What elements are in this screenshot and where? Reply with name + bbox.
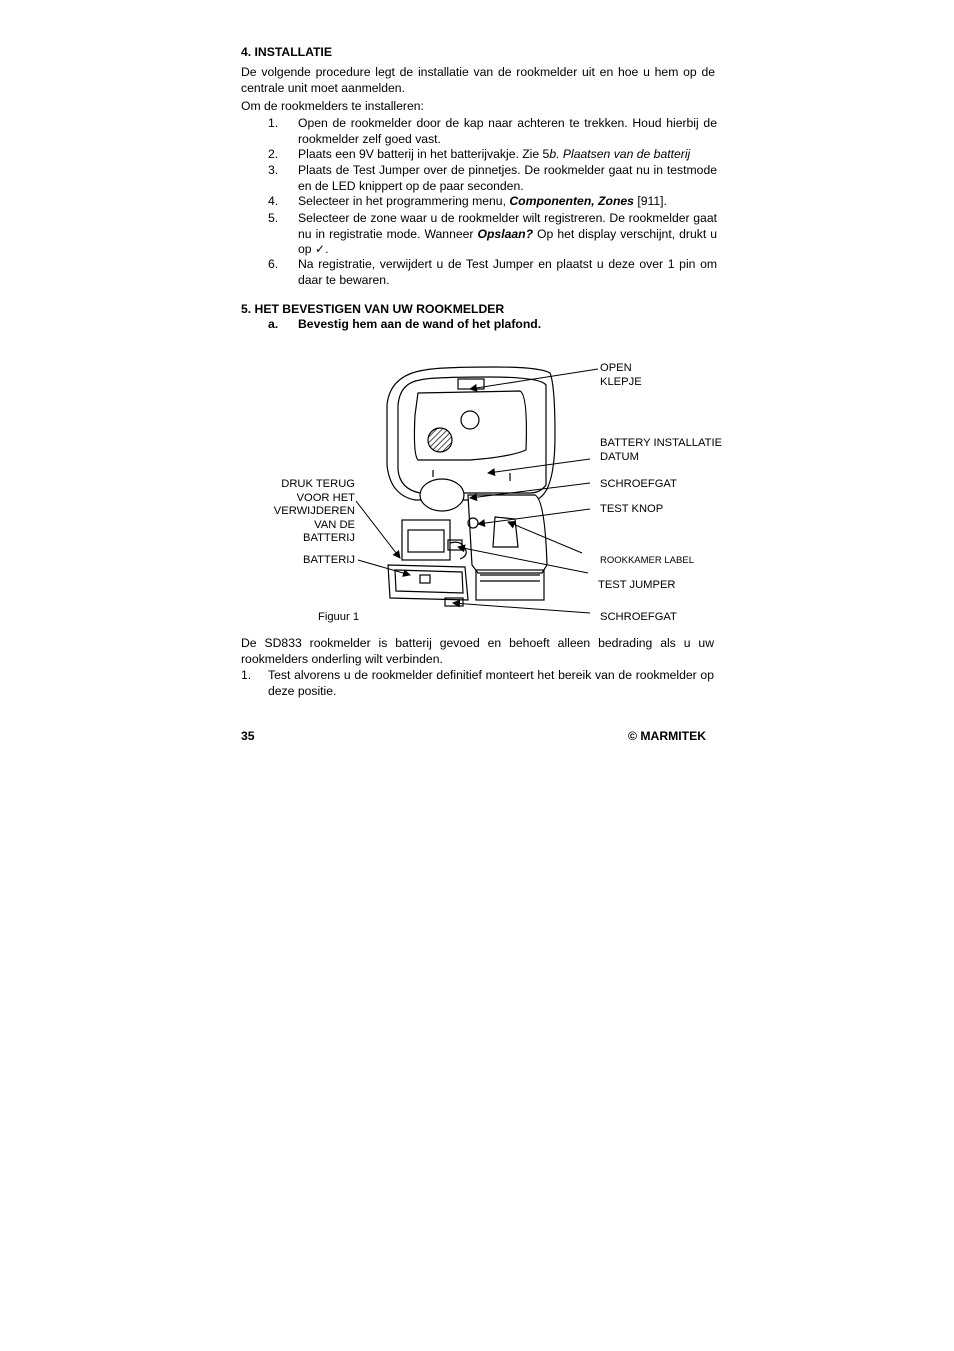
figure-caption: Figuur 1 — [318, 611, 360, 623]
label-druk-terug: DRUK TERUG VOOR HET VERWIJDEREN VAN DE BATTERIJ — [273, 478, 355, 544]
label-battery-installatie-datum: BATTERY INSTALLATIE DATUM — [600, 437, 723, 463]
label-schroefgat-bottom: SCHROEFGAT — [600, 611, 677, 623]
label-batterij: BATTERIJ — [302, 554, 355, 566]
list-text: Na registratie, verwijdert u de Test Jumper en plaatst u deze over 1 pin om daar te bewaren. — [298, 257, 717, 287]
label-test-knop: TEST KNOP — [600, 503, 664, 515]
list-text: Open de rookmelder door de kap naar achteren te trekken. Houd hierbij de rookmelder zelf goed vast. — [298, 116, 717, 146]
list-number: 4. — [268, 194, 279, 208]
list-text: Plaats de Test Jumper over de pinnetjes. De rookmelder gaat nu in testmode en de LED knippert op de paar seconden. — [298, 163, 717, 193]
list-item — [268, 257, 717, 288]
list-number: 5. — [268, 211, 279, 225]
page-number: 35 — [241, 729, 255, 743]
label-test-jumper: TEST JUMPER — [598, 579, 676, 591]
sub-letter: a. — [268, 317, 279, 331]
list-number: 2. — [268, 147, 279, 161]
wiring-paragraph: De SD833 rookmelder is batterij gevoed en behoeft alleen bedrading als u uw rookmelders onderling wilt verbinden. — [241, 636, 714, 666]
label-open-klepje: OPEN KLEPJE — [600, 362, 642, 388]
section-heading-installatie: 4. INSTALLATIE — [241, 45, 332, 59]
steps-lead-text: Om de rookmelders te installeren: — [241, 99, 424, 113]
sub-heading: Bevestig hem aan de wand of het plafond. — [298, 317, 542, 331]
list-item — [268, 211, 717, 257]
label-schroefgat-top: SCHROEFGAT — [600, 478, 677, 490]
list-number: 1. — [268, 116, 279, 130]
list-number: 3. — [268, 163, 279, 177]
list-number: 6. — [268, 257, 279, 271]
footer-brand: © MARMITEK — [628, 729, 707, 743]
list-text: Plaats een 9V batterij in het batterijvakje. Zie 5b. Plaatsen van de batterij — [298, 147, 691, 161]
section-heading-bevestigen: 5. HET BEVESTIGEN VAN UW ROOKMELDER — [241, 302, 505, 316]
intro-paragraph: De volgende procedure legt de installatie van de rookmelder uit en hoe u hem op de centrale unit moet aanmelden. — [241, 65, 715, 95]
list-text: Selecteer de zone waar u de rookmelder wilt registreren. De rookmelder gaat nu in registratie mode. Wanneer Opslaan? Op het display verschijnt, drukt u op ✓. — [298, 211, 717, 256]
list-item — [268, 116, 717, 147]
list-item — [268, 147, 717, 163]
list-number: 1. — [241, 668, 252, 682]
label-rookkamer: ROOKKAMER LABEL — [600, 555, 694, 566]
list-text: Test alvorens u de rookmelder definitief monteert het bereik van de rookmelder op deze positie. — [268, 668, 714, 698]
list-item — [268, 194, 717, 210]
list-text: Selecteer in het programmering menu, Componenten, Zones [911]. — [298, 194, 667, 208]
list-item — [268, 163, 717, 194]
